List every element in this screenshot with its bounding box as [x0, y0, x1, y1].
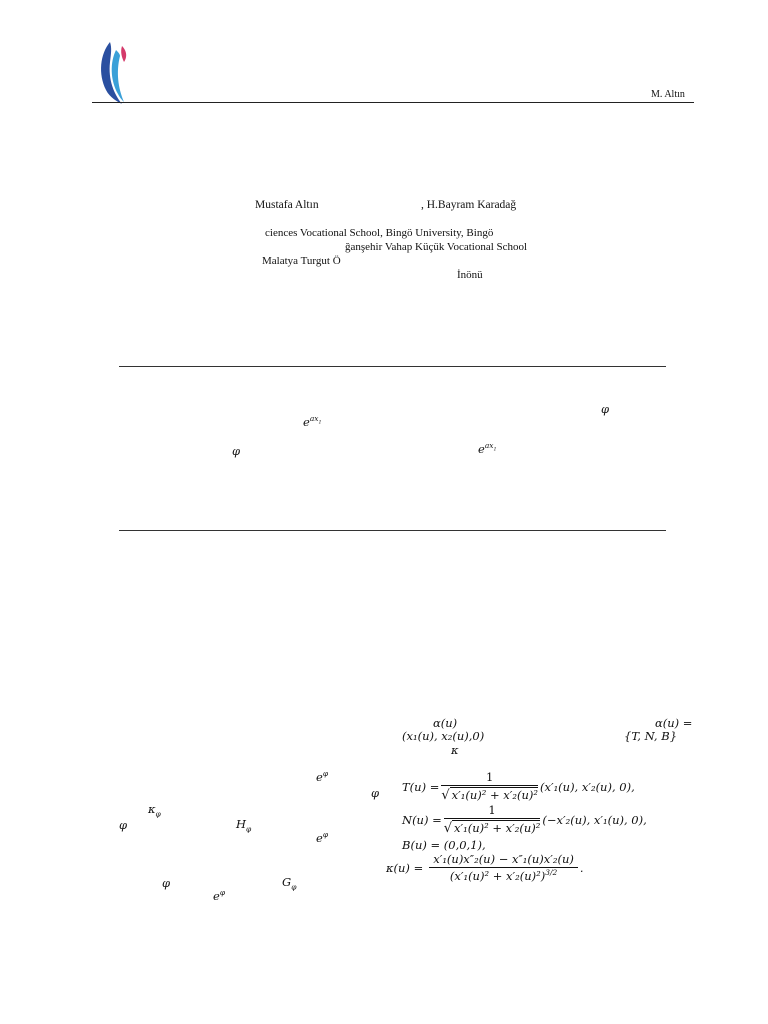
- running-head-author: M. Altın: [651, 89, 685, 100]
- binormal-equation: B(u) = (0,0,1),: [402, 838, 486, 852]
- left-phi-c: φ: [162, 876, 171, 890]
- normal-equation: N(u) = $\frac{1}{\text{√ x′₁(u)² + x′₂(u)²}}$ (−x′₂(u), x′₁(u), 0),: [402, 803, 647, 836]
- author-name-2: , H.Bayram Karadağ: [421, 199, 517, 211]
- abstract-exp-ax1-1: $e^{ax_1}$: [303, 414, 322, 429]
- curve-definition: (x₁(u), x₂(u),0): [402, 729, 485, 743]
- affiliation-line-3: Malatya Turgut Ö: [262, 255, 341, 267]
- affiliation-line-2: ğanşehir Vahap Küçük Vocational School: [345, 241, 528, 253]
- tangent-equation: T(u) = $\frac{1}{\text{√ x′₁(u)² + x′₂(u)²}}$ (x′₁(u), x′₂(u), 0),: [402, 770, 635, 803]
- left-phi-a: φ: [371, 786, 380, 800]
- kappa-symbol: κ: [451, 743, 459, 757]
- left-G-phi: $G_\varphi$: [282, 875, 297, 892]
- left-e-phi-3: $e^\varphi$: [213, 888, 226, 903]
- curvature-equation: κ(u) = $\frac{\text{x′₁(u)x″₂(u) − x″₁(u)x′₂(u)}}{(x'_1(u)^2 + x'_2(u)^2)^{3/2}}$ .: [386, 852, 584, 883]
- left-phi-b: φ: [119, 818, 128, 832]
- alpha-u-label: α(u): [433, 716, 458, 730]
- left-kappa-phi: $\kappa_\varphi$: [148, 802, 161, 819]
- header-rule: [92, 102, 694, 103]
- abstract-exp-ax1-2: $e^{ax_1}$: [478, 441, 497, 456]
- abstract-bottom-rule: [119, 530, 666, 531]
- journal-logo: [96, 40, 132, 106]
- abstract-top-rule: [119, 366, 666, 367]
- abstract-phi-2: φ: [232, 444, 241, 458]
- alpha-u-equals: α(u) =: [655, 716, 693, 730]
- affiliation-line-4: İnönü: [457, 269, 483, 281]
- author-name-1: Mustafa Altın: [255, 199, 319, 211]
- frenet-frame: {T, N, B}: [624, 729, 678, 743]
- left-e-phi-2: $e^\varphi$: [316, 830, 329, 845]
- left-e-phi-1: $e^\varphi$: [316, 769, 329, 784]
- left-H-phi: $H_\varphi$: [236, 817, 252, 834]
- affiliation-line-1: ciences Vocational School, Bingö University, Bingö: [265, 227, 494, 239]
- abstract-phi-1: φ: [601, 402, 610, 416]
